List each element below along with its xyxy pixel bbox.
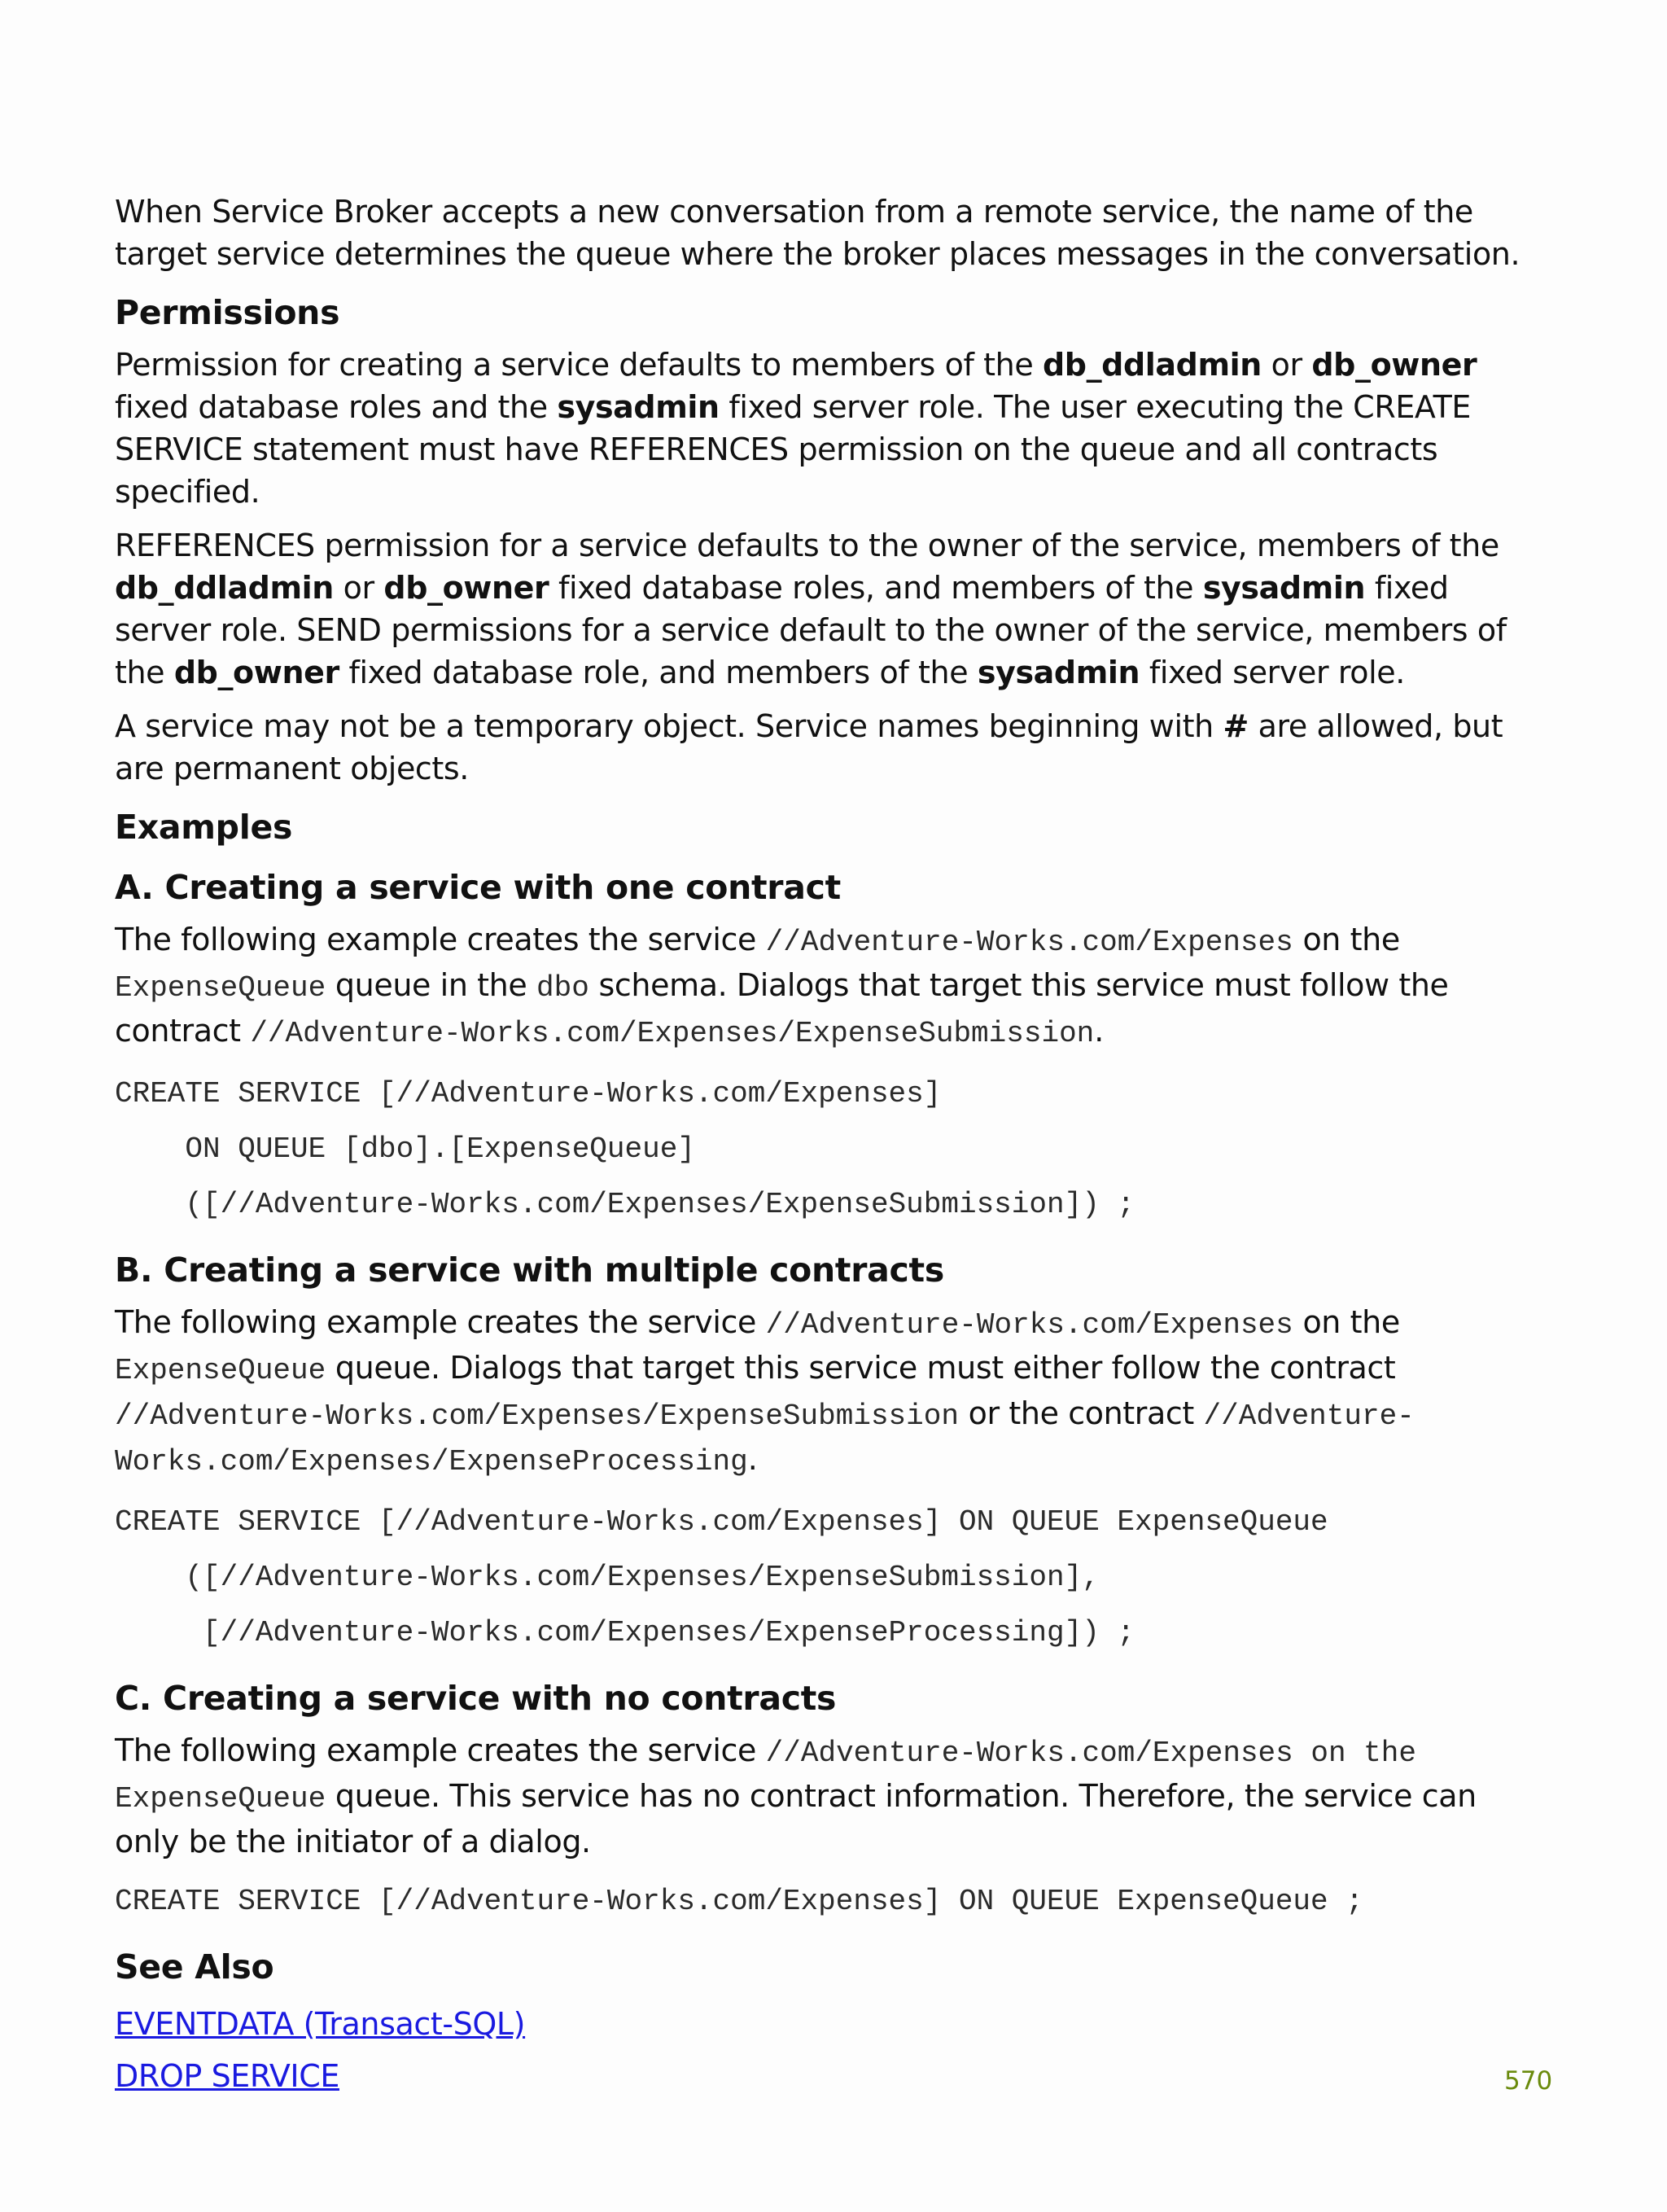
examples-heading: Examples	[115, 808, 293, 847]
role-db-owner: db_owner	[173, 655, 339, 690]
example-b-code-block	[115, 1495, 1547, 1661]
example-a-description: The following example creates the service //Adventure-Works.com/Expenses on the ExpenseQueue queue in the dbo schema. Dialogs that target this service must follow the contract //Adventure-Works.com/Expenses/ExpenseSubmission.	[115, 922, 1449, 1050]
role-sysadmin: sysadmin	[1202, 570, 1366, 606]
permissions-paragraph-3: A service may not be a temporary object. Service names beginning with # are allowed, but are permanent objects.	[115, 708, 1503, 786]
example-c-description: The following example creates the service //Adventure-Works.com/Expenses on the ExpenseQueue queue. This service has no contract information. Therefore, the service can only be the initiator of a dialog.	[115, 1732, 1477, 1859]
role-sysadmin: sysadmin	[557, 389, 720, 425]
example-a-code-block	[115, 1067, 1547, 1233]
inline-code: ExpenseQueue	[115, 971, 326, 1005]
code-line: [//Adventure-Works.com/Expenses/ExpenseProcessing]) ;	[115, 1616, 1135, 1649]
inline-code: //Adventure-Works.com/Expenses on the ExpenseQueue	[115, 1737, 1416, 1816]
example-c-heading: C. Creating a service with no contracts	[115, 1679, 837, 1718]
example-b-heading: B. Creating a service with multiple contracts	[115, 1251, 944, 1290]
role-sysadmin: sysadmin	[977, 655, 1140, 690]
permissions-paragraph-2: REFERENCES permission for a service defaults to the owner of the service, members of the db_ddladmin or db_owner fixed database roles, and members of the sysadmin fixed server role. SEND permissions for a service default to the owner of the service, members of the db_owner fixed database role, and members of the sysadmin fixed server role.	[115, 528, 1507, 690]
role-db-owner: db_owner	[1311, 347, 1477, 383]
code-line: CREATE SERVICE [//Adventure-Works.com/Expenses] ON QUEUE ExpenseQueue ;	[115, 1885, 1363, 1918]
permissions-heading: Permissions	[115, 293, 340, 332]
example-b-description: The following example creates the service //Adventure-Works.com/Expenses on the ExpenseQueue queue. Dialogs that target this service must either follow the contract //Adventure-Works.com/Expenses/ExpenseSubmission or the contract //Adventure-Works.com/Expenses/ExpenseProcessing.	[115, 1304, 1415, 1478]
inline-code: ExpenseQueue	[115, 1354, 326, 1387]
inline-code: //Adventure-Works.com/Expenses	[765, 926, 1293, 959]
inline-code: //Adventure-Works.com/Expenses	[765, 1308, 1293, 1342]
code-line: ([//Adventure-Works.com/Expenses/ExpenseSubmission],	[115, 1561, 1100, 1594]
inline-code: //Adventure-Works.com/Expenses/ExpenseSubmission	[250, 1017, 1095, 1050]
code-line: CREATE SERVICE [//Adventure-Works.com/Expenses]	[115, 1077, 942, 1110]
code-line: ON QUEUE [dbo].[ExpenseQueue]	[115, 1132, 695, 1166]
inline-code: //Adventure-Works.com/Expenses/ExpenseSubmission	[115, 1399, 959, 1433]
see-also-heading: See Also	[115, 1947, 274, 1986]
hash-symbol: #	[1223, 708, 1249, 744]
example-c-code-block	[115, 1874, 1547, 1929]
link-eventdata[interactable]: EVENTDATA (Transact-SQL)	[115, 2006, 526, 2042]
page-number: 570	[1504, 2066, 1553, 2096]
example-a-heading: A. Creating a service with one contract	[115, 868, 841, 907]
role-db-ddladmin: db_ddladmin	[1042, 347, 1262, 383]
page-content	[115, 191, 1547, 2102]
inline-code: dbo	[536, 971, 589, 1005]
code-line: ([//Adventure-Works.com/Expenses/ExpenseSubmission]) ;	[115, 1188, 1135, 1221]
role-db-owner: db_owner	[383, 570, 549, 606]
code-line: CREATE SERVICE [//Adventure-Works.com/Expenses] ON QUEUE ExpenseQueue	[115, 1505, 1328, 1539]
permissions-paragraph-1: Permission for creating a service defaults to members of the db_ddladmin or db_owner fixed database roles and the sysadmin fixed server role. The user executing the CREATE SERVICE statement must have REFERENCES permission on the queue and all contracts specified.	[115, 347, 1477, 510]
link-drop-service[interactable]: DROP SERVICE	[115, 2058, 339, 2094]
role-db-ddladmin: db_ddladmin	[115, 570, 334, 606]
inline-code: //Adventure-Works.com/Expenses/ExpenseProcessing	[115, 1399, 1415, 1478]
intro-paragraph: When Service Broker accepts a new conversation from a remote service, the name of the target service determines the queue where the broker places messages in the conversation.	[115, 194, 1520, 272]
